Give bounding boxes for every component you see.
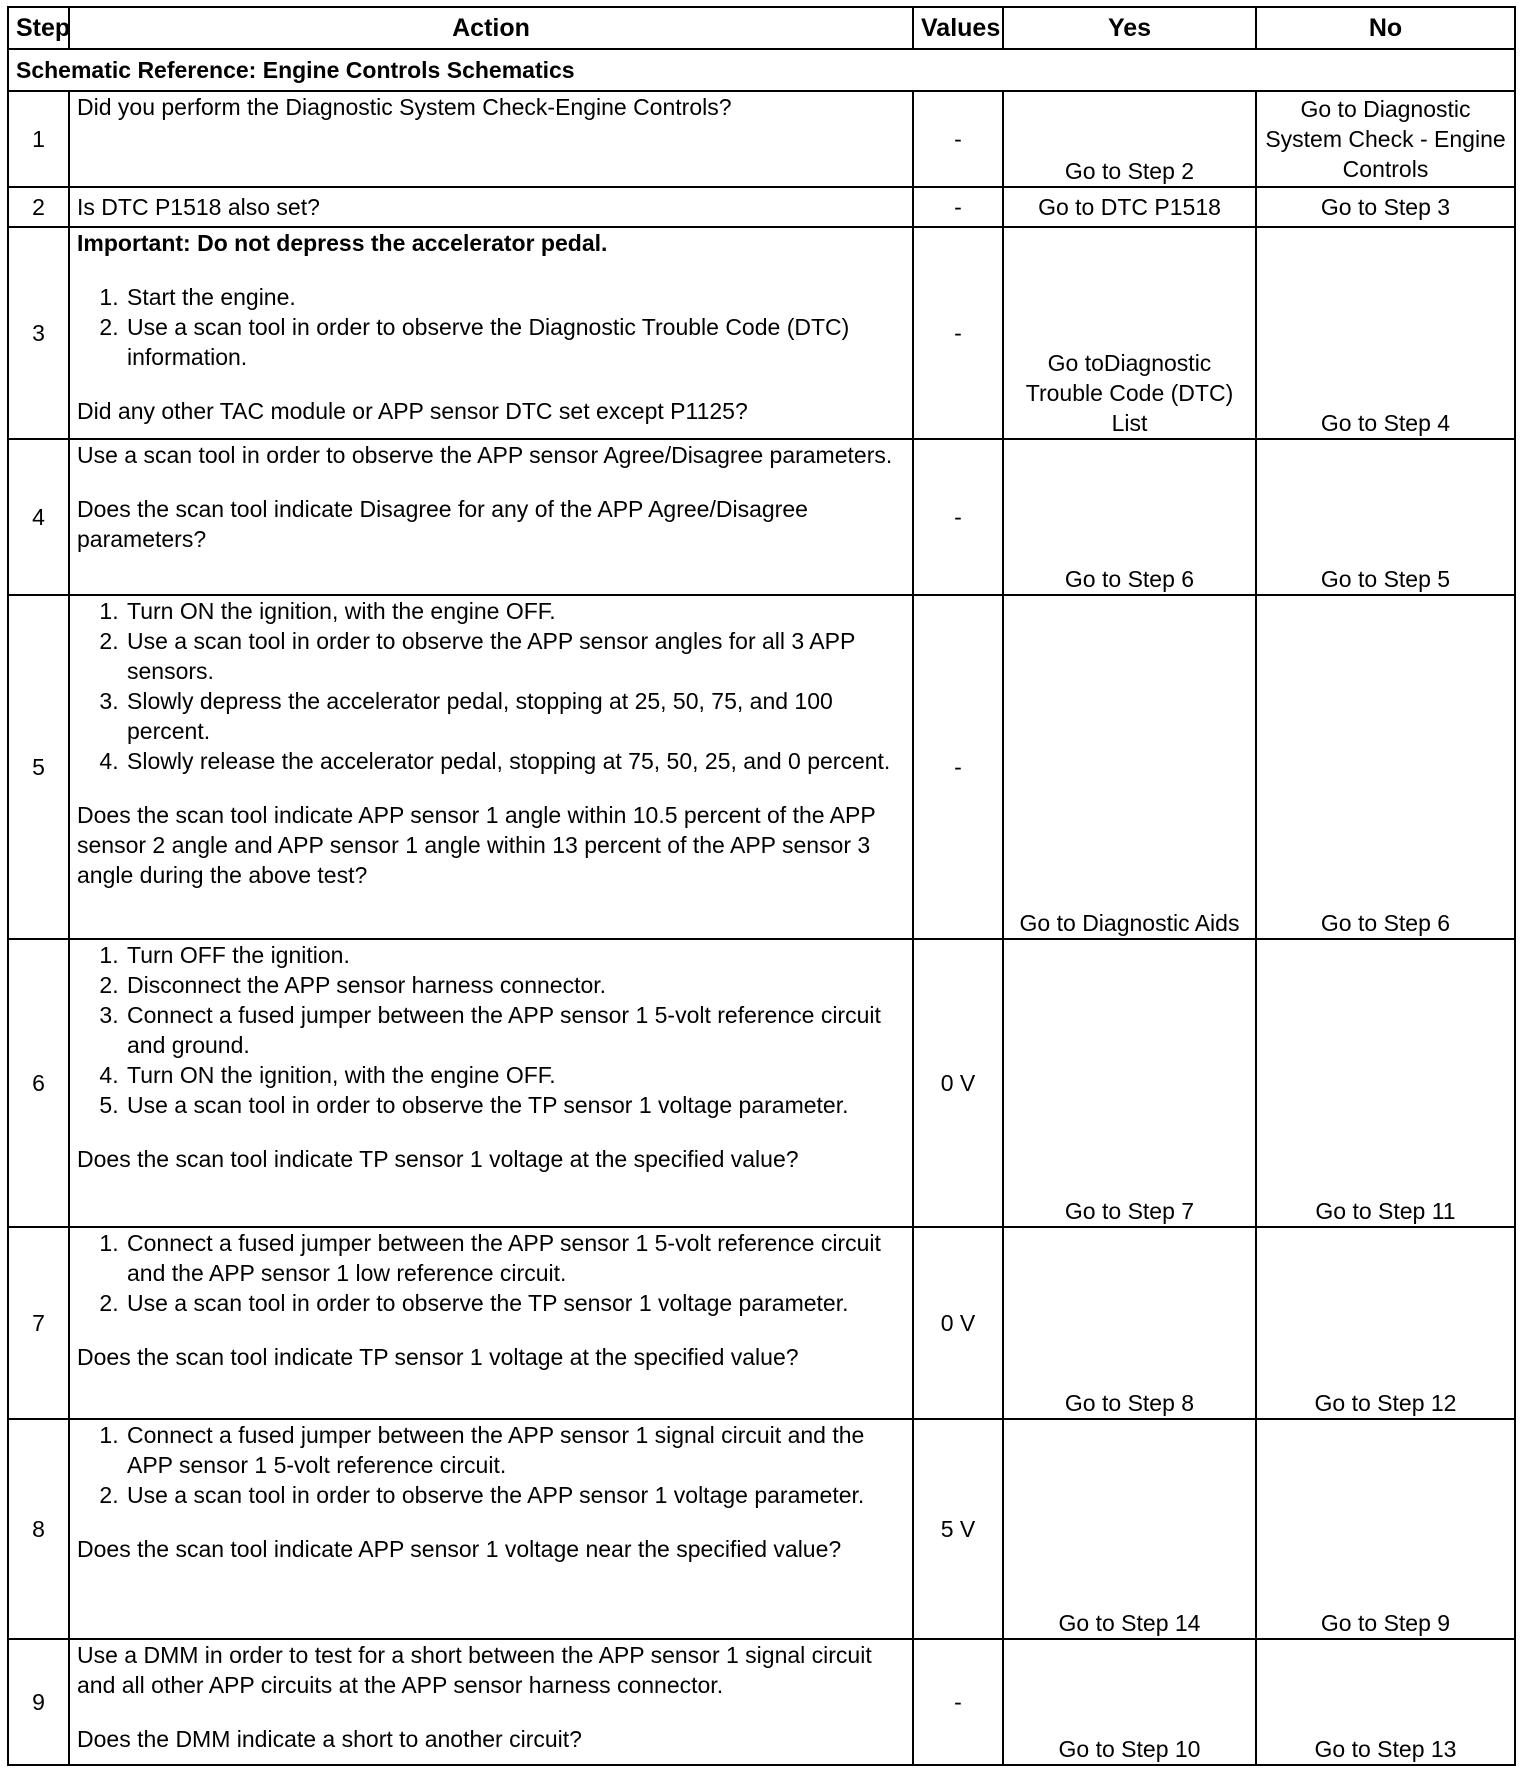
value-cell: -: [913, 187, 1003, 227]
step-number: 4: [8, 439, 69, 595]
step-number: 5: [8, 595, 69, 939]
diagnostic-table: [7, 6, 1516, 1766]
question-text: Does the scan tool indicate APP sensor 1 voltage near the specified value?: [77, 1536, 842, 1562]
step-number: 3: [8, 227, 69, 439]
table-row-step-8: [8, 1419, 1515, 1639]
yes-cell: Go to DTC P1518: [1003, 187, 1256, 227]
list-item: 4. Slowly release the accelerator pedal, stopping at 75, 50, 25, and 0 percent.: [125, 746, 905, 776]
step-number: 6: [8, 939, 69, 1227]
yes-cell: Go to Step 14: [1003, 1419, 1256, 1639]
list-item: 1. Connect a fused jumper between the APP sensor 1 signal circuit and the APP sensor 1 5-volt reference circuit.: [125, 1420, 905, 1480]
action-cell: [69, 187, 913, 227]
step-number: 8: [8, 1419, 69, 1639]
yes-cell: Go to Diagnostic Aids: [1003, 595, 1256, 939]
yes-cell: Go to Step 6: [1003, 439, 1256, 595]
no-cell: Go to Step 9: [1256, 1419, 1515, 1639]
question-text: Does the scan tool indicate APP sensor 1 angle within 10.5 percent of the APP sensor 2 angle and APP sensor 1 angle within 13 percent of the APP sensor 3 angle during the above test?: [77, 802, 876, 888]
schematic-reference: Schematic Reference: Engine Controls Schematics: [8, 49, 1515, 91]
question-text: Did any other TAC module or APP sensor DTC set except P1125?: [77, 398, 748, 424]
value-cell: -: [913, 595, 1003, 939]
list-item: 2. Use a scan tool in order to observe the APP sensor 1 voltage parameter.: [125, 1480, 905, 1510]
yes-cell: Go to Step 2: [1003, 91, 1256, 187]
table-row-step-7: [8, 1227, 1515, 1419]
question-text: Does the scan tool indicate Disagree for any of the APP Agree/Disagree parameters?: [77, 496, 808, 552]
table-row-step-6: [8, 939, 1515, 1227]
header-yes: Yes: [1003, 7, 1256, 49]
value-cell: 0 V: [913, 1227, 1003, 1419]
table-row-step-3: [8, 227, 1515, 439]
header-row: [8, 7, 1515, 49]
no-cell: Go to Step 13: [1256, 1639, 1515, 1765]
yes-cell: Go to Step 8: [1003, 1227, 1256, 1419]
header-action: Action: [69, 7, 913, 49]
step-number: 1: [8, 91, 69, 187]
no-cell: Go to Step 3: [1256, 187, 1515, 227]
value-cell: -: [913, 1639, 1003, 1765]
value-cell: -: [913, 227, 1003, 439]
no-cell: Go to Step 11: [1256, 939, 1515, 1227]
list-item: 1. Start the engine.: [125, 282, 905, 312]
instruction-list: [77, 282, 905, 372]
action-cell: [69, 227, 913, 439]
action-cell: [69, 595, 913, 939]
yes-cell: Go to Step 7: [1003, 939, 1256, 1227]
list-item: 5. Use a scan tool in order to observe the TP sensor 1 voltage parameter.: [125, 1090, 905, 1120]
no-cell: Go to Diagnostic System Check - Engine Controls: [1256, 91, 1515, 187]
header-values: Values: [913, 7, 1003, 49]
no-cell: Go to Step 4: [1256, 227, 1515, 439]
instruction-list: [77, 1420, 905, 1510]
value-cell: -: [913, 91, 1003, 187]
no-cell: Go to Step 12: [1256, 1227, 1515, 1419]
question-text: Did you perform the Diagnostic System Check-Engine Controls?: [77, 94, 732, 120]
schematic-row: [8, 49, 1515, 91]
action-cell: [69, 1419, 913, 1639]
question-text: Is DTC P1518 also set?: [77, 194, 320, 220]
step-number: 2: [8, 187, 69, 227]
yes-cell: Go toDiagnostic Trouble Code (DTC) List: [1003, 227, 1256, 439]
intro-text: Use a scan tool in order to observe the APP sensor Agree/Disagree parameters.: [77, 442, 893, 468]
table-row-step-2: [8, 187, 1515, 227]
question-text: Does the scan tool indicate TP sensor 1 voltage at the specified value?: [77, 1146, 799, 1172]
list-item: 2. Disconnect the APP sensor harness connector.: [125, 970, 905, 1000]
list-item: 3. Connect a fused jumper between the APP sensor 1 5-volt reference circuit and ground.: [125, 1000, 905, 1060]
action-cell: [69, 91, 913, 187]
list-item: 3. Slowly depress the accelerator pedal, stopping at 25, 50, 75, and 100 percent.: [125, 686, 905, 746]
action-cell: [69, 439, 913, 595]
table-row-step-4: [8, 439, 1515, 595]
action-cell: [69, 939, 913, 1227]
list-item: 2. Use a scan tool in order to observe the TP sensor 1 voltage parameter.: [125, 1288, 905, 1318]
list-item: 4. Turn ON the ignition, with the engine OFF.: [125, 1060, 905, 1090]
header-no: No: [1256, 7, 1515, 49]
instruction-list: [77, 596, 905, 776]
header-step: Step: [8, 7, 69, 49]
action-cell: [69, 1639, 913, 1765]
instruction-list: [77, 940, 905, 1120]
table-row-step-9: [8, 1639, 1515, 1765]
list-item: 2. Use a scan tool in order to observe the APP sensor angles for all 3 APP sensors.: [125, 626, 905, 686]
no-cell: Go to Step 6: [1256, 595, 1515, 939]
table-row-step-5: [8, 595, 1515, 939]
question-text: Does the DMM indicate a short to another circuit?: [77, 1726, 582, 1752]
step-number: 9: [8, 1639, 69, 1765]
action-cell: [69, 1227, 913, 1419]
list-item: 1. Connect a fused jumper between the APP sensor 1 5-volt reference circuit and the APP sensor 1 low reference circuit.: [125, 1228, 905, 1288]
list-item: 2. Use a scan tool in order to observe the Diagnostic Trouble Code (DTC) information.: [125, 312, 905, 372]
value-cell: 5 V: [913, 1419, 1003, 1639]
no-cell: Go to Step 5: [1256, 439, 1515, 595]
value-cell: 0 V: [913, 939, 1003, 1227]
list-item: 1. Turn OFF the ignition.: [125, 940, 905, 970]
list-item: 1. Turn ON the ignition, with the engine OFF.: [125, 596, 905, 626]
instruction-list: [77, 1228, 905, 1318]
question-text: Does the scan tool indicate TP sensor 1 voltage at the specified value?: [77, 1344, 799, 1370]
value-cell: -: [913, 439, 1003, 595]
intro-text: Use a DMM in order to test for a short between the APP sensor 1 signal circuit and all other APP circuits at the APP sensor harness connector.: [77, 1642, 872, 1698]
step-number: 7: [8, 1227, 69, 1419]
table-row-step-1: [8, 91, 1515, 187]
important-note: Important: Do not depress the accelerator pedal.: [77, 230, 608, 256]
yes-cell: Go to Step 10: [1003, 1639, 1256, 1765]
